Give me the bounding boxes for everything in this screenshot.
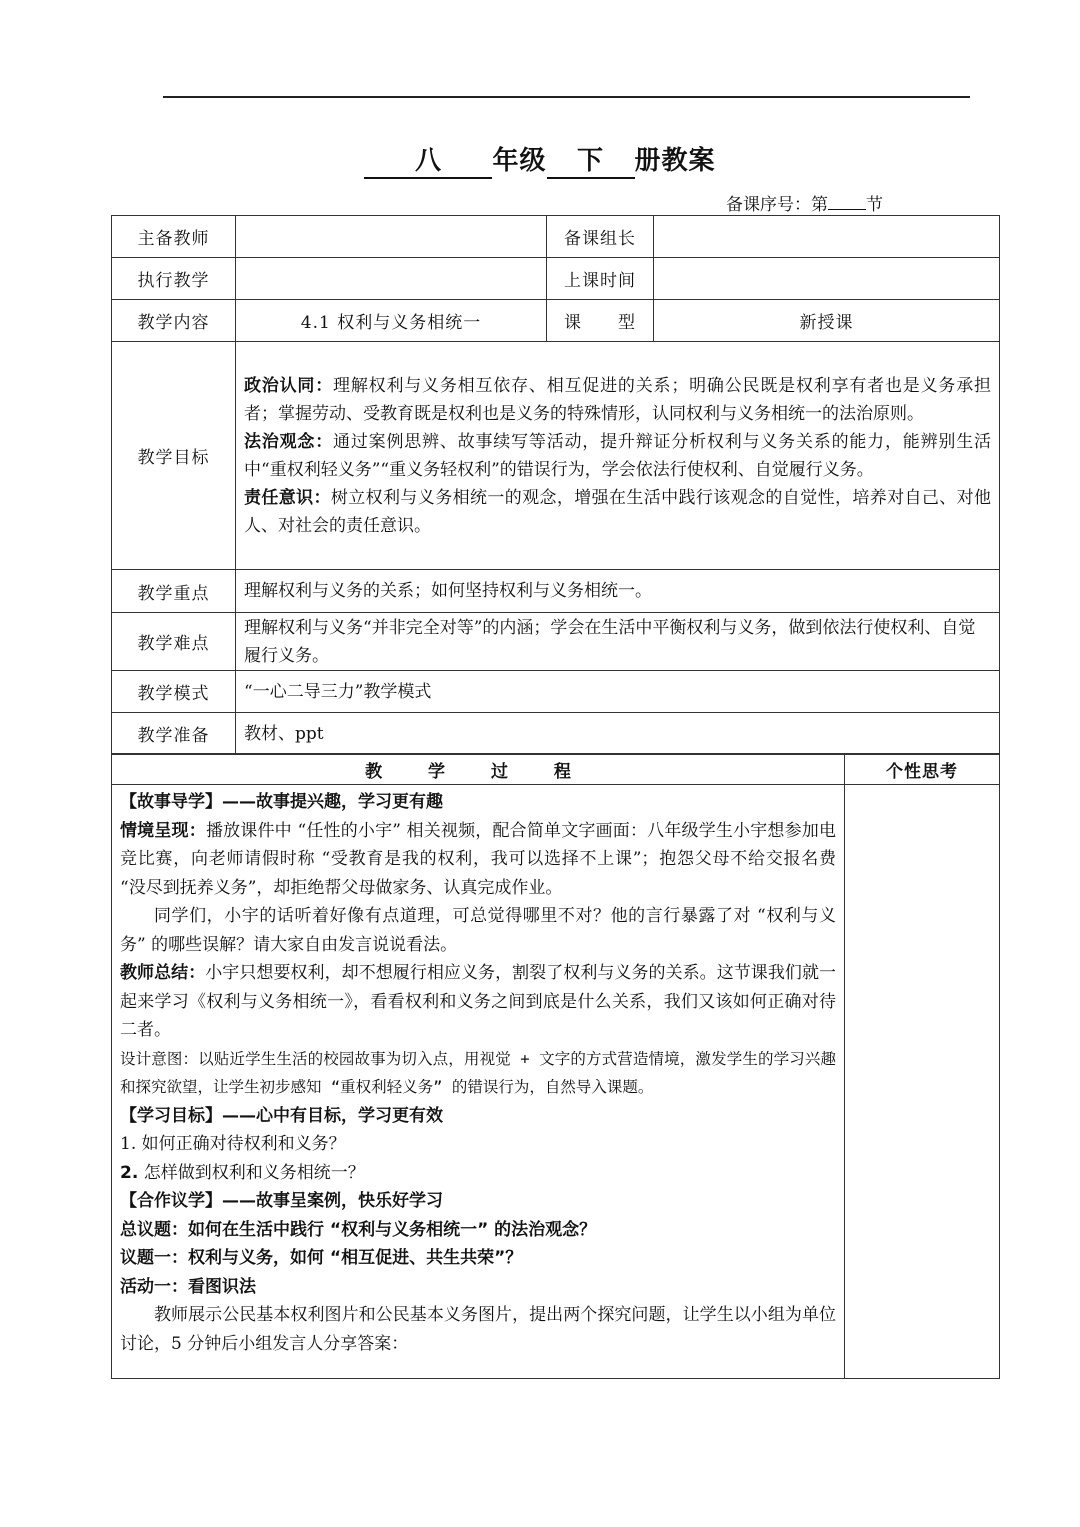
objective-responsibility: 责任意识：树立权利与义务相统一的观念，增强在生活中践行该观念的自觉性，培养对自己、对他人、对社会的责任意识。 bbox=[244, 487, 991, 536]
volume-suffix: 册教案 bbox=[634, 146, 716, 176]
volume-blank: 下 bbox=[547, 147, 635, 179]
teaching-process-table bbox=[111, 753, 1000, 1379]
content-value: 4.1 权利与义务相统一 bbox=[236, 300, 547, 342]
info-row-key bbox=[112, 570, 1000, 613]
objective-political: 政治认同：理解权利与义务相互依存、相互促进的关系；明确公民既是权利享有者也是义务承担者；掌握劳动、受教育既是权利也是义务的特殊情形，认同权利与义务相统一的法治原则。 bbox=[244, 375, 992, 424]
serial-suffix: 节 bbox=[866, 195, 883, 215]
prep-label: 教学准备 bbox=[112, 713, 236, 755]
prep-value: 教材、ppt bbox=[236, 713, 1000, 755]
type-label: 课 型 bbox=[547, 300, 654, 342]
goal-question-2: 2. 怎样做到权利和义务相统一？ bbox=[120, 1162, 365, 1183]
key-label: 教学重点 bbox=[112, 570, 236, 613]
class-time-value bbox=[654, 258, 1000, 300]
info-row-difficulty bbox=[112, 613, 1000, 671]
group-leader-label: 备课组长 bbox=[547, 216, 654, 258]
executor-value bbox=[236, 258, 547, 300]
class-time-label: 上课时间 bbox=[547, 258, 654, 300]
activity-one-heading: 活动一：看图识法 bbox=[120, 1276, 256, 1297]
info-row-objectives bbox=[112, 342, 1000, 570]
lesson-serial bbox=[726, 190, 883, 215]
objective-rule-of-law: 法治观念：通过案例思辨、故事续写等活动，提升辩证分析权利与义务关系的能力，能辨别生活中“重权利轻义务”“重义务轻权利”的错误行为，学会依法行使权利、自觉履行义务。 bbox=[244, 431, 992, 480]
difficulty-label: 教学难点 bbox=[112, 613, 236, 671]
page-title bbox=[0, 140, 1080, 179]
grade-suffix: 年级 bbox=[492, 146, 547, 176]
mode-value: “一心二导三力”教学模式 bbox=[236, 671, 1000, 713]
lead-teacher-value bbox=[236, 216, 547, 258]
design-intent-paragraph: 设计意图：以贴近学生生活的校园故事为切入点，用视觉 + 文字的方式营造情境，激发学生的学习兴趣和探究欲望，让学生初步感知 “重权利轻义务” 的错误行为，自然导入课题。 bbox=[120, 1049, 836, 1096]
content-label: 教学内容 bbox=[112, 300, 236, 342]
section-goals-heading: 【学习目标】——心中有目标，学习更有效 bbox=[120, 1105, 443, 1126]
mode-label: 教学模式 bbox=[112, 671, 236, 713]
lesson-info-table bbox=[111, 215, 1000, 755]
activity-one-text: 教师展示公民基本权利图片和公民基本义务图片，提出两个探究问题，让学生以小组为单位讨论，5 分钟后小组发言人分享答案： bbox=[120, 1305, 836, 1354]
difficulty-value: 理解权利与义务“并非完全对等”的内涵；学会在生活中平衡权利与义务，做到依法行使权利、自觉履行义务。 bbox=[236, 613, 1000, 671]
process-body bbox=[112, 785, 845, 1379]
type-value: 新授课 bbox=[654, 300, 1000, 342]
section-cooperate-heading: 【合作议学】——故事呈案例，快乐好学习 bbox=[120, 1191, 443, 1211]
group-leader-value bbox=[654, 216, 1000, 258]
topic-one: 议题一：权利与义务，如何 “相互促进、共生共荣”？ bbox=[120, 1248, 523, 1268]
key-value: 理解权利与义务的关系；如何坚持权利与义务相统一。 bbox=[236, 570, 1000, 613]
info-row-teacher bbox=[112, 216, 1000, 258]
summary-paragraph: 教师总结：小宇只想要权利，却不想履行相应义务，割裂了权利与义务的关系。这节课我们就一起来学习《权利与义务相统一》，看看权利和义务之间到底是什么关系，我们又该如何正确对待二者。 bbox=[120, 963, 837, 1040]
main-topic: 总议题：如何在生活中践行 “权利与义务相统一” 的法治观念？ bbox=[120, 1219, 597, 1240]
lead-teacher-label: 主备教师 bbox=[112, 216, 236, 258]
info-row-content bbox=[112, 300, 1000, 342]
process-title: 教 学 过 程 bbox=[112, 754, 845, 785]
question-paragraph: 同学们，小宇的话听着好像有点道理，可总觉得哪里不对？他的言行暴露了对 “权利与义务” 的哪些误解？请大家自由发言说说看法。 bbox=[120, 906, 836, 955]
section-story-heading: 【故事导学】——故事提兴趣，学习更有趣 bbox=[120, 792, 443, 812]
grade-blank: 八 bbox=[364, 147, 492, 179]
objectives-cell bbox=[236, 342, 1000, 570]
reflection-cell bbox=[845, 785, 1000, 1379]
info-row-executor bbox=[112, 258, 1000, 300]
header-rule bbox=[163, 96, 970, 98]
objectives-label: 教学目标 bbox=[112, 342, 236, 570]
executor-label: 执行教学 bbox=[112, 258, 236, 300]
reflection-title: 个性思考 bbox=[845, 754, 1000, 785]
serial-prefix: 备课序号：第 bbox=[726, 195, 828, 215]
scene-paragraph: 情境呈现：播放课件中 “任性的小宇” 相关视频，配合简单文字画面：八年级学生小宇想参加电竞比赛，向老师请假时称 “受教育是我的权利，我可以选择不上课”；抱怨父母不给交报名费 “没尽到抚养义务”，却拒绝帮父母做家务、认真完成作业。 bbox=[120, 820, 836, 898]
serial-blank bbox=[828, 195, 866, 210]
info-row-prep bbox=[112, 713, 1000, 755]
info-row-mode bbox=[112, 671, 1000, 713]
goal-question-1: 1. 如何正确对待权利和义务？ bbox=[120, 1134, 346, 1154]
